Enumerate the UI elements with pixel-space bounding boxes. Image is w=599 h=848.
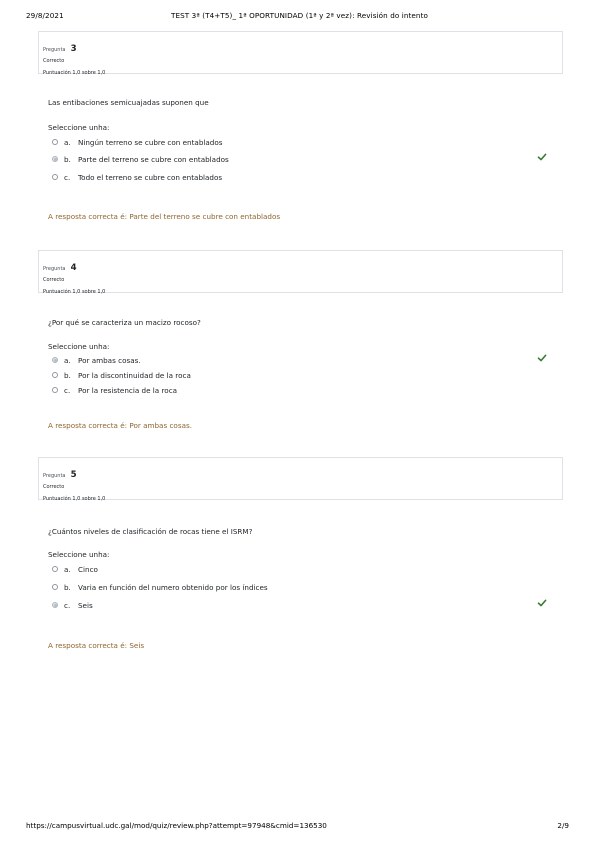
answer-text: Por ambas cosas. — [78, 355, 141, 365]
answer-text: Ningún terreno se cubre con entablados — [78, 137, 223, 147]
answer-option[interactable] — [52, 153, 229, 165]
check-icon — [537, 152, 547, 162]
question-number: 5 — [70, 470, 77, 480]
answer-text: Por la resistencia de la roca — [78, 385, 178, 395]
question-grade: Puntuación 1,0 sobre 1,0 — [43, 289, 106, 295]
answer-letter: a. — [64, 355, 71, 365]
answer-option[interactable] — [52, 581, 268, 593]
question-label: Pregunta — [43, 47, 66, 53]
question-text: ¿Por qué se caracteriza un macizo rocoso? — [48, 318, 201, 327]
answer-letter: c. — [64, 600, 71, 610]
answer-option[interactable] — [52, 354, 141, 366]
correct-answer-feedback: A resposta correcta é: Por ambas cosas. — [48, 421, 193, 430]
radio-button-selected[interactable] — [52, 602, 58, 608]
answer-letter: a. — [64, 564, 71, 574]
question-info-box — [38, 457, 563, 500]
answer-text: Todo el terreno se cubre con entablados — [78, 172, 223, 182]
answer-letter: a. — [64, 137, 71, 147]
question-text: ¿Cuántos niveles de clasificación de rocas tiene el ISRM? — [48, 527, 253, 536]
radio-button[interactable] — [52, 584, 58, 590]
print-url: https://campusvirtual.udc.gal/mod/quiz/review.php?attempt=97948&cmid=136530 — [26, 821, 327, 830]
answer-option[interactable] — [52, 599, 93, 611]
radio-button[interactable] — [52, 566, 58, 572]
print-footer — [26, 821, 573, 833]
question-info-box — [38, 31, 563, 74]
question-state: Correcto — [43, 484, 65, 490]
question-label: Pregunta — [43, 473, 66, 479]
answer-text: Varia en función del numero obtenido por los índices — [78, 582, 268, 592]
question-info-box — [38, 250, 563, 293]
question-state: Correcto — [43, 58, 65, 64]
question-label: Pregunta — [43, 266, 66, 272]
answer-letter: c. — [64, 385, 71, 395]
question-grade: Puntuación 1,0 sobre 1,0 — [43, 496, 106, 502]
radio-button[interactable] — [52, 387, 58, 393]
print-page-number: 2/9 — [557, 821, 569, 830]
answer-prompt: Seleccione unha: — [48, 550, 110, 559]
answer-prompt: Seleccione unha: — [48, 342, 110, 351]
check-icon — [537, 598, 547, 608]
answer-option[interactable] — [52, 369, 191, 381]
question-text: Las entibaciones semicuajadas suponen que — [48, 98, 209, 107]
answer-letter: b. — [64, 154, 71, 164]
radio-button[interactable] — [52, 174, 58, 180]
answer-prompt: Seleccione unha: — [48, 123, 110, 132]
answer-text: Cinco — [78, 564, 98, 574]
answer-letter: b. — [64, 370, 71, 380]
answer-text: Seis — [78, 600, 93, 610]
question-number: 4 — [70, 263, 77, 273]
answer-letter: b. — [64, 582, 71, 592]
question-number: 3 — [70, 44, 77, 54]
answer-text: Por la discontinuidad de la roca — [78, 370, 191, 380]
answer-letter: c. — [64, 172, 71, 182]
radio-button-selected[interactable] — [52, 156, 58, 162]
radio-button[interactable] — [52, 372, 58, 378]
check-icon — [537, 353, 547, 363]
print-date: 29/8/2021 — [26, 11, 64, 20]
answer-text: Parte del terreno se cubre con entablados — [78, 154, 229, 164]
answer-option[interactable] — [52, 563, 98, 575]
radio-button[interactable] — [52, 139, 58, 145]
answer-option[interactable] — [52, 136, 223, 148]
print-header — [26, 11, 573, 23]
question-grade: Puntuación 1,0 sobre 1,0 — [43, 70, 106, 76]
question-state: Correcto — [43, 277, 65, 283]
answer-option[interactable] — [52, 384, 177, 396]
radio-button-selected[interactable] — [52, 357, 58, 363]
answer-option[interactable] — [52, 171, 222, 183]
correct-answer-feedback: A resposta correcta é: Parte del terreno se cubre con entablados — [48, 212, 281, 221]
correct-answer-feedback: A resposta correcta é: Seis — [48, 641, 145, 650]
print-title: TEST 3ª (T4+T5)_ 1ª OPORTUNIDAD (1ª y 2ª vez): Revisión do intento — [170, 11, 429, 20]
